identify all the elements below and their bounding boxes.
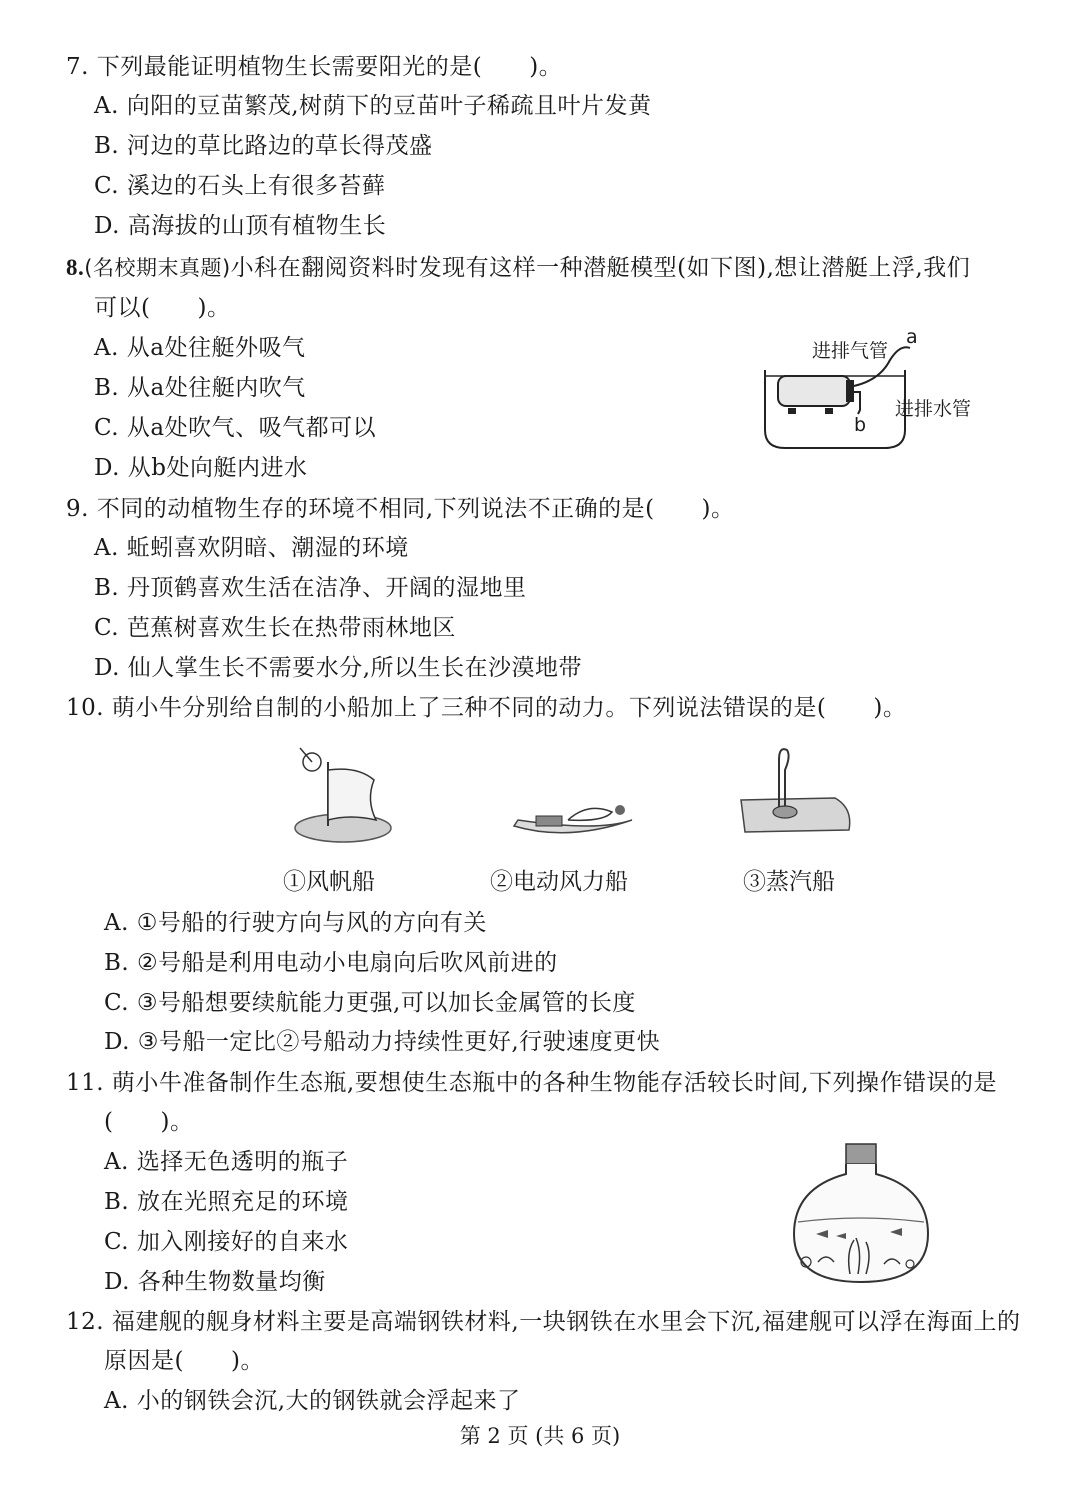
steamboat-figure bbox=[735, 740, 860, 840]
q11-option-d: D. 各种生物数量均衡 bbox=[104, 1269, 326, 1295]
question-9-stem: 9. 不同的动植物生存的环境不相同,下列说法不正确的是( )。 bbox=[66, 496, 735, 522]
q11-stem-line2: ( )。 bbox=[104, 1109, 194, 1135]
q10-option-c: C. ③号船想要续航能力更强,可以加长金属管的长度 bbox=[104, 990, 636, 1016]
q12-stem-line2: 原因是( )。 bbox=[104, 1348, 264, 1374]
question-11-stem: 11. 萌小牛准备制作生态瓶,要想使生态瓶中的各种生物能存活较长时间,下列操作错误的是 bbox=[66, 1070, 998, 1096]
question-7-stem: 7. 下列最能证明植物生长需要阳光的是( )。 bbox=[66, 54, 563, 80]
caption-electric-fan-boat: ②电动风力船 bbox=[490, 869, 628, 895]
electric-fan-boat-figure bbox=[508, 790, 638, 850]
sailboat-figure bbox=[288, 740, 398, 850]
water-pipe-label: 进排水管 bbox=[895, 398, 972, 420]
air-pipe-label: 进排气管 bbox=[812, 340, 889, 362]
q10-option-a: A. ①号船的行驶方向与风的方向有关 bbox=[104, 910, 487, 936]
question-12-stem: 12. 福建舰的舰身材料主要是高端钢铁材料,一块钢铁在水里会下沉,福建舰可以浮在海面上的 bbox=[66, 1309, 1021, 1335]
q8-option-d: D. 从b处向艇内进水 bbox=[94, 455, 308, 481]
q8-source-tag: (名校期末真题) bbox=[84, 256, 231, 280]
page-footer: 第 2 页 (共 6 页) bbox=[459, 1424, 621, 1448]
ecological-bottle-figure bbox=[786, 1140, 936, 1290]
q9-option-b: B. 丹顶鹤喜欢生活在洁净、开阔的湿地里 bbox=[94, 575, 527, 601]
point-a-label: a bbox=[906, 326, 918, 348]
q9-option-a: A. 蚯蚓喜欢阴暗、潮湿的环境 bbox=[94, 535, 409, 561]
q11-option-a: A. 选择无色透明的瓶子 bbox=[104, 1149, 349, 1175]
question-10-stem: 10. 萌小牛分别给自制的小船加上了三种不同的动力。下列说法错误的是( )。 bbox=[66, 695, 907, 721]
point-b-label: b bbox=[854, 414, 867, 436]
q11-option-c: C. 加入刚接好的自来水 bbox=[104, 1229, 349, 1255]
q11-option-b: B. 放在光照充足的环境 bbox=[104, 1189, 349, 1215]
q8-stem-line2: 可以( )。 bbox=[94, 295, 231, 321]
q8-option-a: A. 从a处往艇外吸气 bbox=[94, 335, 306, 361]
q10-option-b: B. ②号船是利用电动小电扇向后吹风前进的 bbox=[104, 950, 558, 976]
q9-option-d: D. 仙人掌生长不需要水分,所以生长在沙漠地带 bbox=[94, 655, 583, 681]
q7-option-b: B. 河边的草比路边的草长得茂盛 bbox=[94, 133, 433, 159]
q7-option-c: C. 溪边的石头上有很多苔藓 bbox=[94, 173, 386, 199]
caption-steamboat: ③蒸汽船 bbox=[743, 869, 835, 895]
q12-option-a: A. 小的钢铁会沉,大的钢铁就会浮起来了 bbox=[104, 1388, 521, 1414]
q7-option-a: A. 向阳的豆苗繁茂,树荫下的豆苗叶子稀疏且叶片发黄 bbox=[94, 93, 652, 119]
question-8-stem bbox=[66, 253, 970, 283]
q8-option-c: C. 从a处吹气、吸气都可以 bbox=[94, 415, 377, 441]
q8-option-b: B. 从a处往艇内吹气 bbox=[94, 375, 306, 401]
q10-option-d: D. ③号船一定比②号船动力持续性更好,行驶速度更快 bbox=[104, 1029, 661, 1055]
q8-stem-text: 小科在翻阅资料时发现有这样一种潜艇模型(如下图),想让潜艇上浮,我们 bbox=[230, 255, 971, 281]
q8-number: 8. bbox=[66, 255, 85, 280]
q7-option-d: D. 高海拔的山顶有植物生长 bbox=[94, 213, 387, 239]
caption-sailboat: ①风帆船 bbox=[283, 869, 375, 895]
q9-option-c: C. 芭蕉树喜欢生长在热带雨林地区 bbox=[94, 615, 456, 641]
